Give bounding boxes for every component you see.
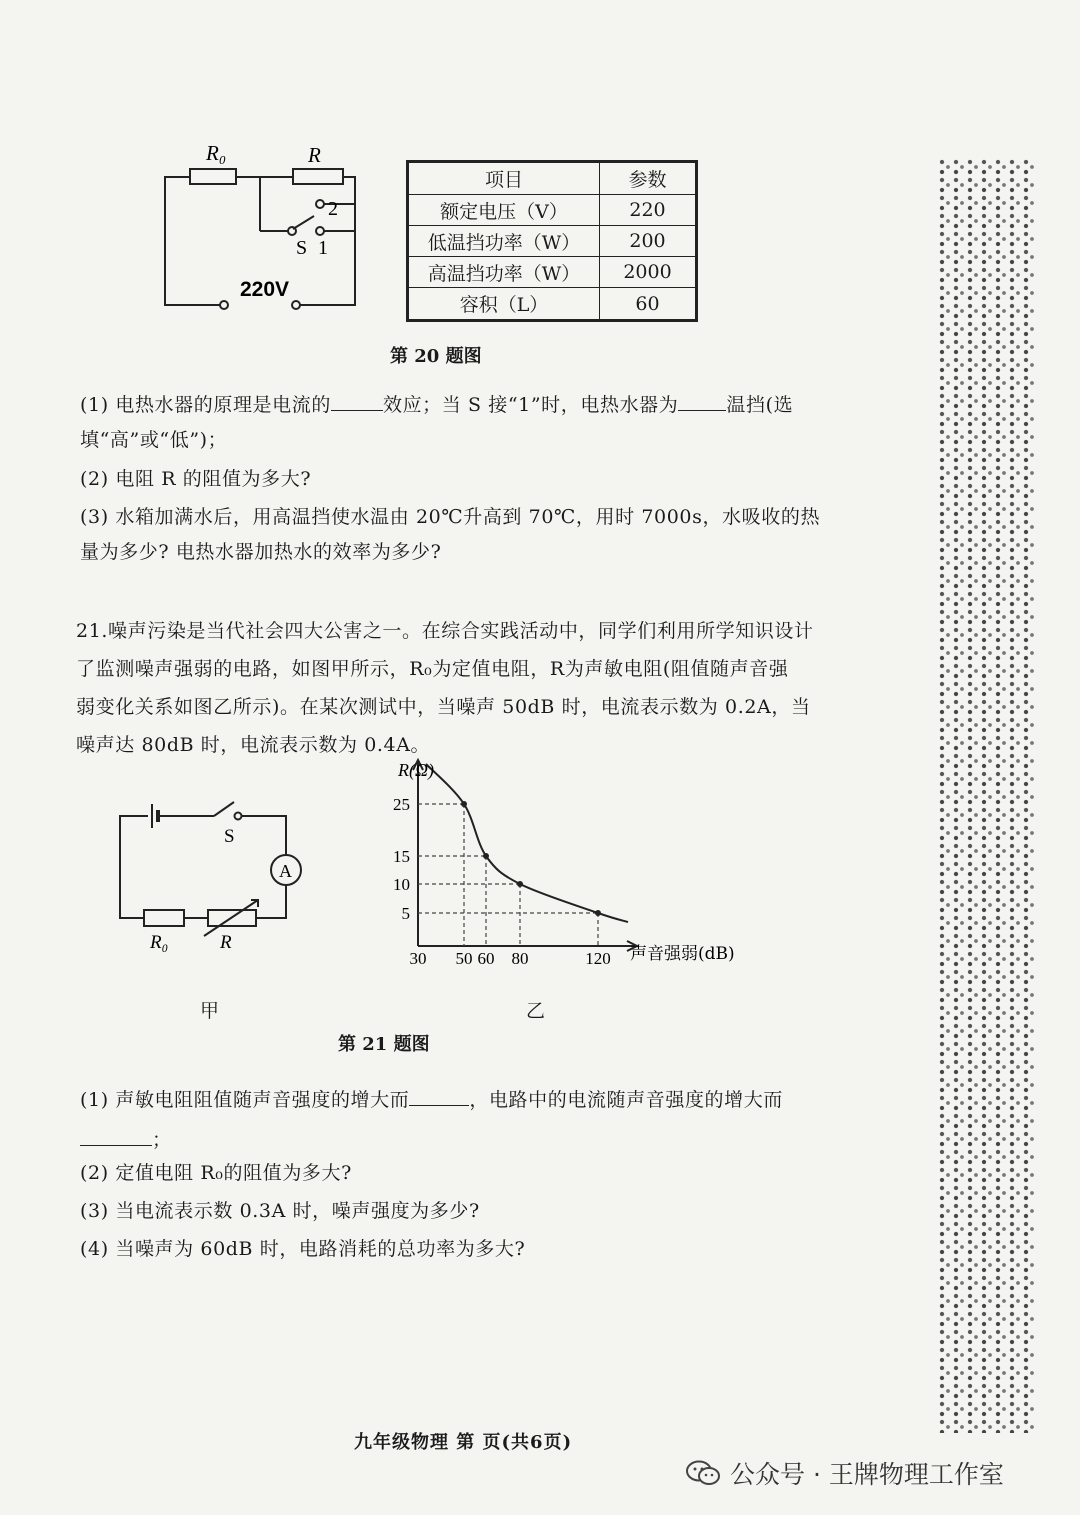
x-tick-label: 50 (455, 949, 473, 968)
decorative-border-strip (938, 158, 1034, 1433)
table-row (408, 195, 697, 226)
q20-r-label: R (308, 143, 321, 167)
q21-subquestion-3: (3) 当电流表示数 0.3A 时，噪声强度为多少? (80, 1200, 480, 1222)
q21-subquestion-1 (80, 1080, 890, 1160)
q20-subquestion-3 (80, 500, 880, 570)
wechat-icon (686, 1460, 720, 1486)
page-footer: 九年级物理 第 页(共6页) (354, 1432, 573, 1453)
x-tick-label: 120 (585, 949, 611, 968)
table-cell: 60 (600, 288, 697, 321)
q20-switch-label: S (296, 237, 308, 259)
q21-resistance-noise-chart (380, 750, 770, 990)
q20-q3-line-2: 量为多少? 电热水器加热水的效率为多少? (80, 541, 442, 563)
table-row (408, 288, 697, 321)
table-cell: 200 (600, 226, 697, 257)
q21-intro-line: 21.噪声污染是当代社会四大公害之一。在综合实践活动中，同学们利用所学知识设计 (76, 620, 814, 642)
table-row (408, 257, 697, 288)
q20-pos2-label: 2 (328, 198, 338, 220)
x-tick-label: 30 (409, 949, 427, 968)
q20-pos1-label: 1 (318, 237, 328, 259)
table-header-cell: 参数 (600, 162, 697, 195)
data-point (461, 801, 467, 807)
table-header-row (408, 162, 697, 195)
q20-q3-line-1: (3) 水箱加满水后，用高温挡使水温由 20℃升高到 70℃，用时 7000s，水吸收的热 (80, 506, 821, 528)
answer-blank[interactable] (80, 1125, 152, 1146)
q20-subquestion-2: (2) 电阻 R 的阻值为多大? (80, 468, 312, 490)
table-cell: 低温挡功率（W） (408, 226, 600, 257)
table-cell: 高温挡功率（W） (408, 257, 600, 288)
q20-q1-text-a: (1) 电热水器的原理是电流的 (80, 394, 331, 416)
answer-blank[interactable] (678, 390, 726, 411)
answer-blank[interactable] (331, 390, 383, 411)
watermark (686, 1455, 1004, 1491)
y-tick-label: 25 (393, 795, 410, 814)
q20-voltage-label: 220V (240, 278, 290, 301)
q20-subquestion-1 (80, 388, 880, 458)
y-tick-label: 10 (393, 875, 410, 894)
q20-q1-text-c: 温挡(选 (726, 394, 794, 416)
y-tick-label: 15 (393, 847, 410, 866)
q21-figure-yi-label: 乙 (526, 1000, 546, 1022)
q21-q1-text-a: (1) 声敏电阻阻值随声音强度的增大而 (80, 1089, 410, 1111)
data-point (595, 910, 601, 916)
q21-intro (76, 612, 876, 764)
table-cell: 容积（L） (408, 288, 600, 321)
q21-switch-label: S (224, 826, 235, 847)
resistance-curve (426, 764, 628, 922)
q21-intro-line: 了监测噪声强弱的电路，如图甲所示，R₀为定值电阻，R为声敏电阻(阻值随声音强 (76, 658, 789, 680)
q20-parameter-table (406, 160, 698, 322)
q20-r0-label: R₀ (206, 141, 227, 165)
q20-circuit-diagram (150, 130, 370, 320)
watermark-text: 公众号 · 王牌物理工作室 (730, 1460, 1004, 1489)
q21-r0-label: R₀ (150, 932, 169, 953)
q20-q1-text-b: 效应；当 S 接“1”时，电热水器为 (382, 394, 679, 416)
q20-figure-caption: 第 20 题图 (390, 346, 482, 367)
x-axis-label: 声音强弱(dB) (630, 944, 735, 964)
q21-subquestion-2: (2) 定值电阻 R₀的阻值为多大? (80, 1162, 352, 1184)
q21-figure-caption: 第 21 题图 (338, 1034, 430, 1055)
y-tick-label: 5 (401, 904, 410, 923)
q21-circuit-diagram (110, 790, 310, 960)
table-cell: 2000 (600, 257, 697, 288)
table-cell: 220 (600, 195, 697, 226)
table-header-cell: 项目 (408, 162, 600, 195)
table-cell: 额定电压（V） (408, 195, 600, 226)
q21-intro-line: 弱变化关系如图乙所示)。在某次测试中，当噪声 50dB 时，电流表示数为 0.2A，当 (76, 696, 811, 718)
x-tick-label: 80 (511, 949, 529, 968)
q21-q1-text-c: ； (152, 1129, 172, 1151)
q21-q1-text-b: ，电路中的电流随声音强度的增大而 (469, 1089, 783, 1111)
q21-ammeter-label: A (279, 861, 292, 881)
data-point (483, 853, 489, 859)
q21-figure-jia-label: 甲 (200, 1000, 220, 1022)
answer-blank[interactable] (409, 1085, 469, 1106)
x-tick-label: 60 (477, 949, 495, 968)
table-row (408, 226, 697, 257)
data-point (517, 881, 523, 887)
q21-subquestion-4: (4) 当噪声为 60dB 时，电路消耗的总功率为多大? (80, 1238, 526, 1260)
q21-intro-line: 噪声达 80dB 时，电流表示数为 0.4A。 (76, 734, 431, 756)
q21-r-label: R (220, 932, 232, 953)
y-axis-label: R(Ω) (398, 760, 434, 780)
q20-q1-text-d: 填“高”或“低”)； (80, 429, 228, 451)
